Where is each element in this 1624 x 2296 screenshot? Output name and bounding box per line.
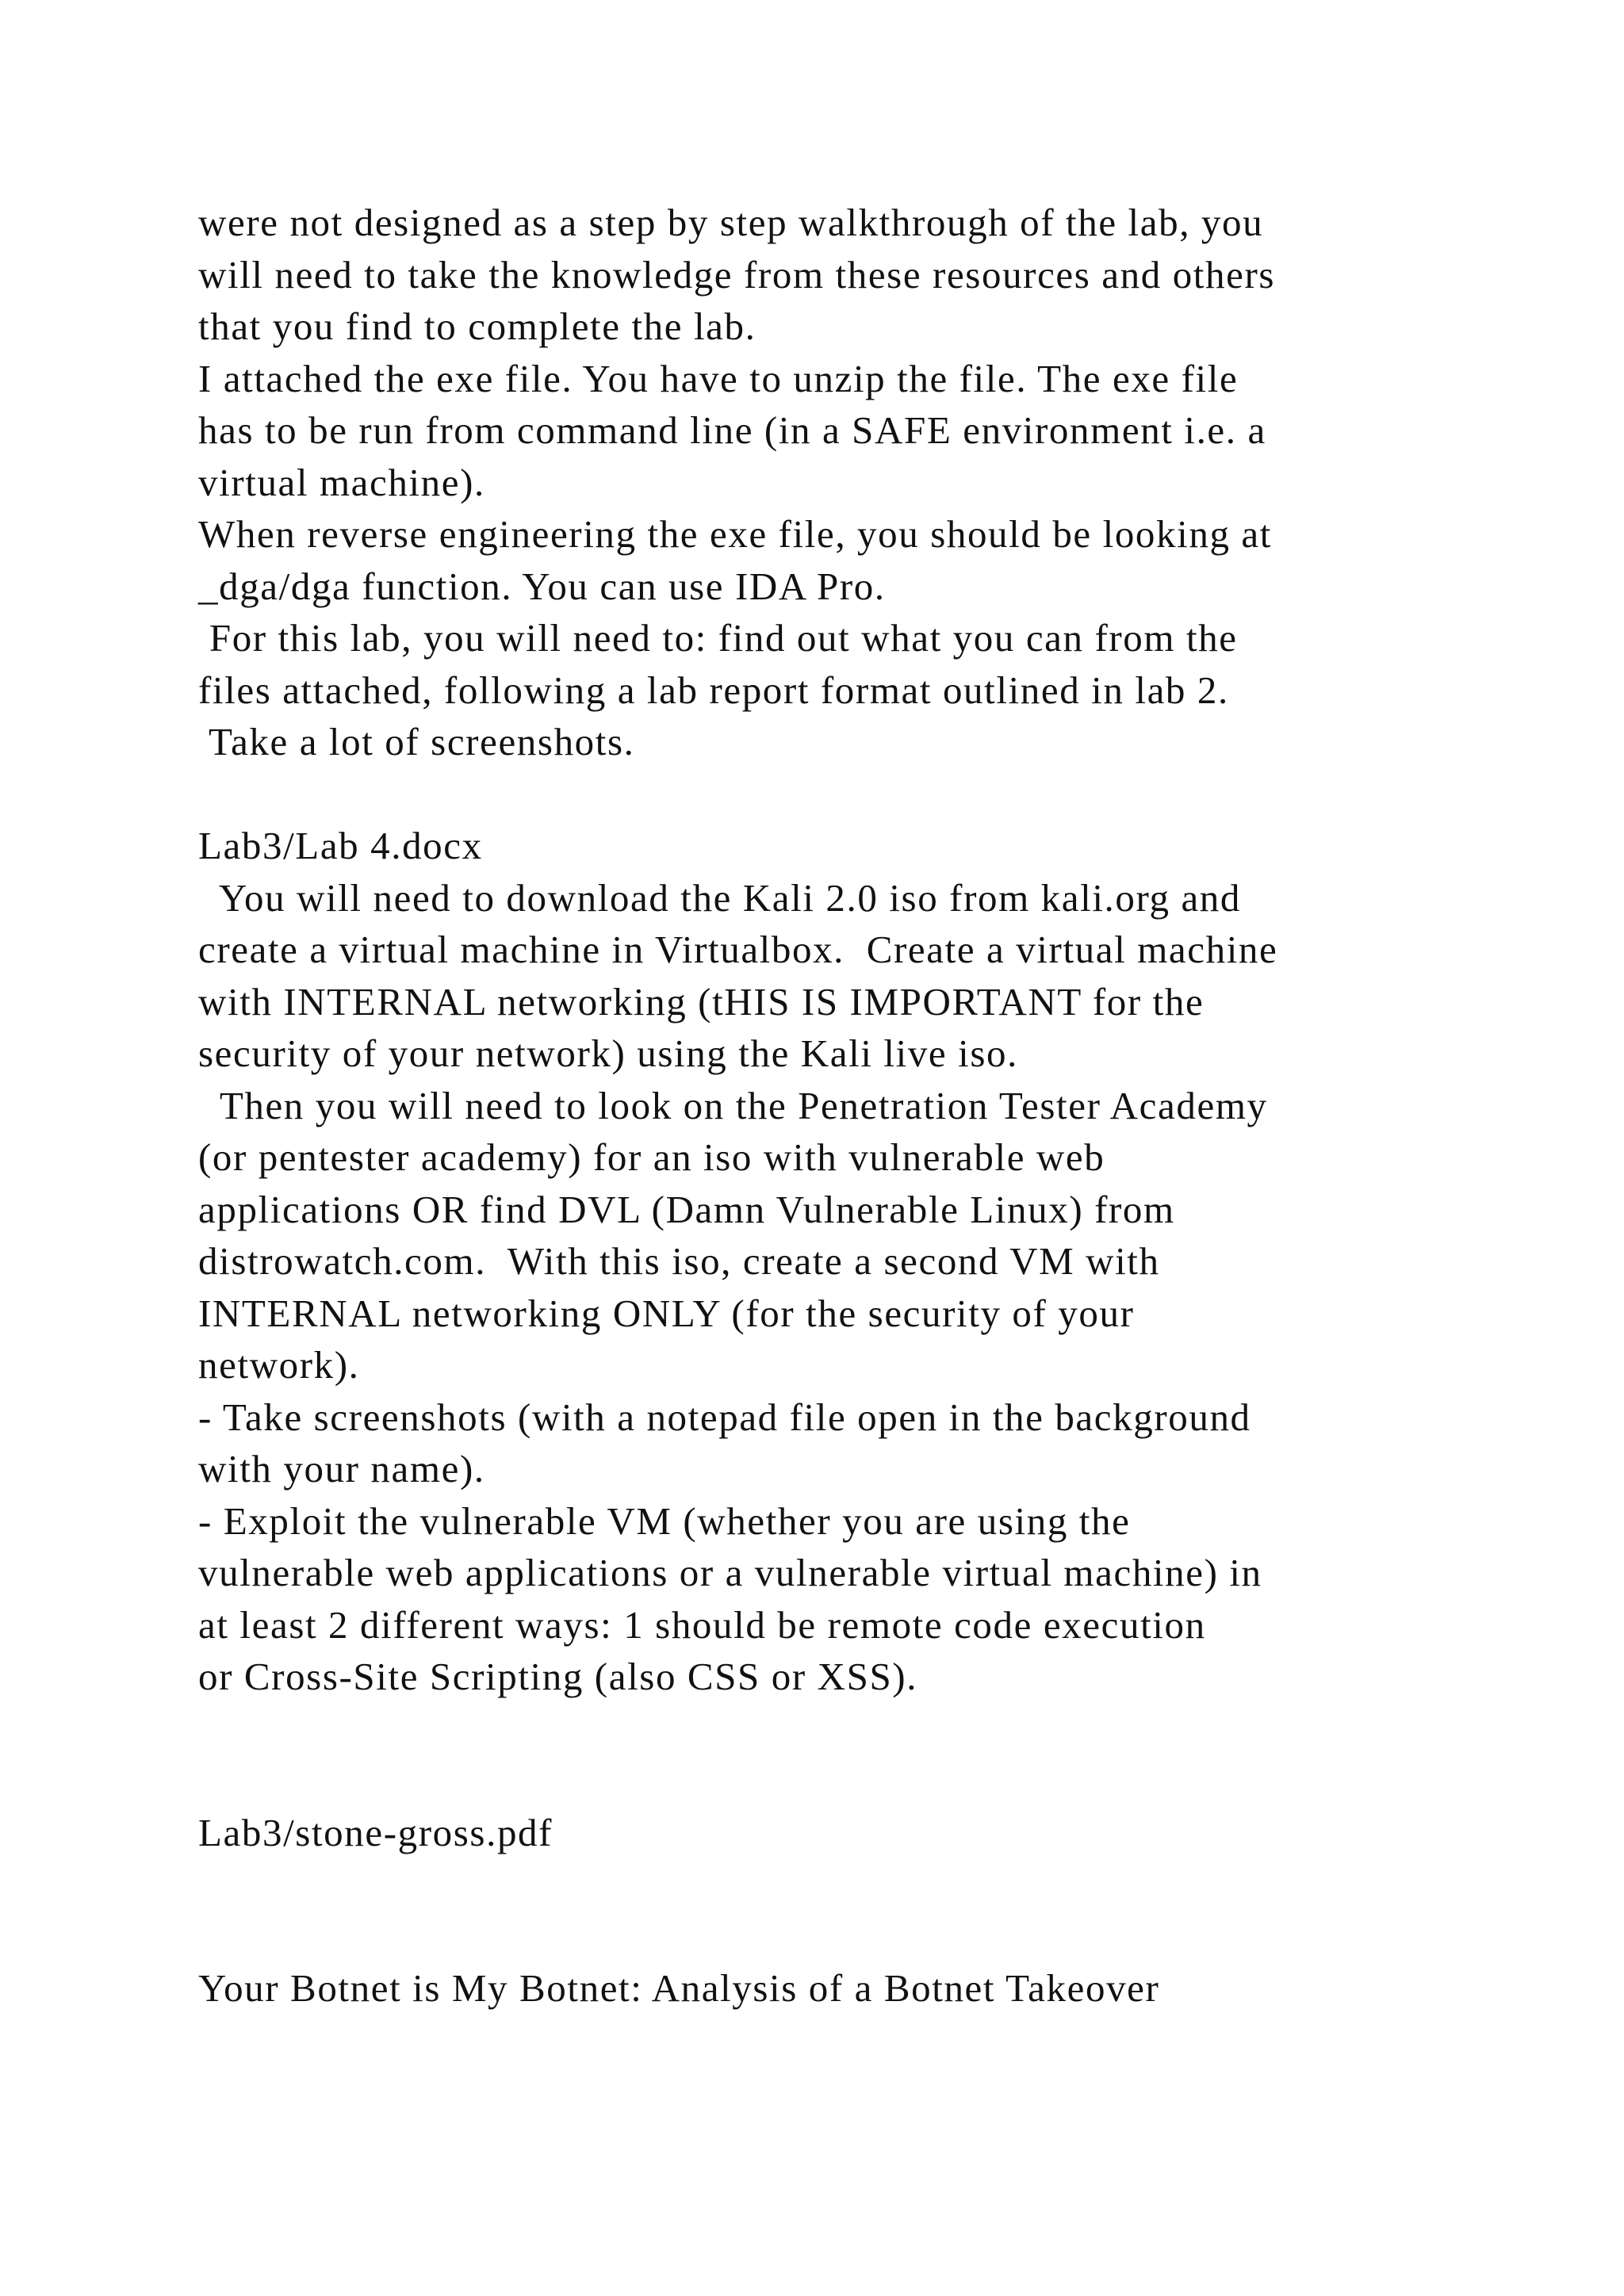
document-text bbox=[198, 197, 1562, 2015]
text-line: distrowatch.com. With this iso, create a second VM with bbox=[198, 1239, 1160, 1283]
text-line: were not designed as a step by step walkthrough of the lab, you bbox=[198, 201, 1264, 244]
text-line: that you find to complete the lab. bbox=[198, 304, 756, 348]
text-line: For this lab, you will need to: find out what you can from the bbox=[198, 616, 1238, 660]
text-line: files attached, following a lab report format outlined in lab 2. bbox=[198, 668, 1229, 712]
blank-line bbox=[198, 1755, 1562, 1807]
text-line: applications OR find DVL (Damn Vulnerable Linux) from bbox=[198, 1187, 1175, 1231]
blank-line bbox=[198, 768, 1562, 821]
text-line: security of your network) using the Kali live iso. bbox=[198, 1031, 1018, 1075]
text-line: Then you will need to look on the Penetration Tester Academy bbox=[198, 1083, 1268, 1127]
text-line: _dga/dga function. You can use IDA Pro. bbox=[198, 564, 886, 608]
text-line: - Exploit the vulnerable VM (whether you are using the bbox=[198, 1498, 1131, 1543]
text-line: network). bbox=[198, 1343, 360, 1387]
text-line: will need to take the knowledge from these resources and others bbox=[198, 252, 1276, 297]
section-heading-stone-gross-pdf: Lab3/stone-gross.pdf bbox=[198, 1810, 553, 1854]
blank-line bbox=[198, 1858, 1562, 1911]
paper-title: Your Botnet is My Botnet: Analysis of a Botnet Takeover bbox=[198, 1966, 1160, 2010]
text-line: - Take screenshots (with a notepad file open in the background bbox=[198, 1395, 1251, 1439]
text-line: You will need to download the Kali 2.0 iso from kali.org and bbox=[198, 875, 1242, 920]
blank-line bbox=[198, 1703, 1562, 1755]
text-line: with your name). bbox=[198, 1447, 485, 1490]
text-line: vulnerable web applications or a vulnerable virtual machine) in bbox=[198, 1551, 1262, 1594]
text-line: When reverse engineering the exe file, you should be looking at bbox=[198, 512, 1272, 556]
text-line: Take a lot of screenshots. bbox=[198, 720, 635, 763]
text-line: virtual machine). bbox=[198, 460, 485, 504]
text-line: with INTERNAL networking (tHIS IS IMPORTANT for the bbox=[198, 979, 1205, 1024]
section-heading-lab4-docx: Lab3/Lab 4.docx bbox=[198, 824, 483, 867]
text-line: or Cross-Site Scripting (also CSS or XSS). bbox=[198, 1655, 918, 1698]
text-line: create a virtual machine in Virtualbox. Create a virtual machine bbox=[198, 928, 1278, 971]
text-line: has to be run from command line (in a SAFE environment i.e. a bbox=[198, 408, 1266, 452]
blank-line bbox=[198, 1911, 1562, 1963]
text-line: (or pentester academy) for an iso with vulnerable web bbox=[198, 1135, 1105, 1179]
text-line: at least 2 different ways: 1 should be remote code execution bbox=[198, 1602, 1206, 1647]
text-line: INTERNAL networking ONLY (for the security of your bbox=[198, 1291, 1135, 1335]
text-line: I attached the exe file. You have to unzip the file. The exe file bbox=[198, 356, 1239, 400]
